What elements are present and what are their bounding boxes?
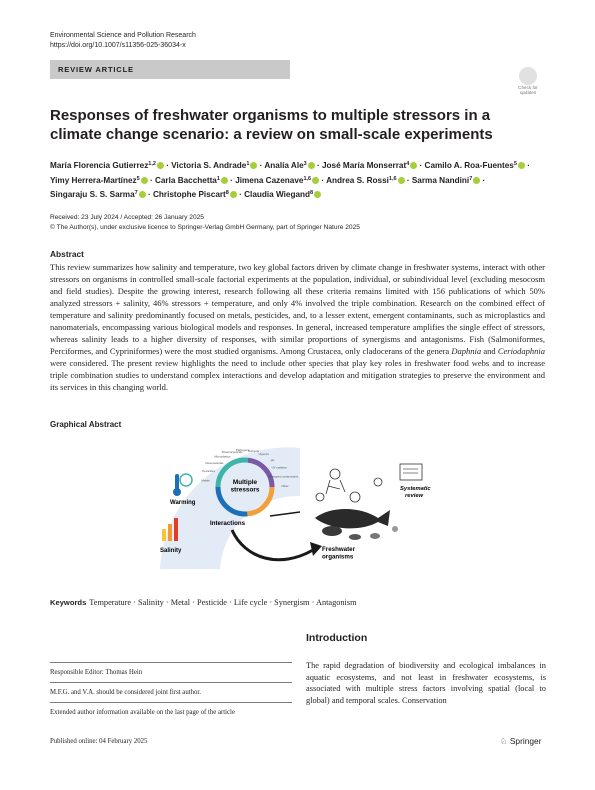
author-name[interactable]: Yimy Herrera-Martínez$^5$ — [50, 176, 148, 185]
introduction-heading: Introduction — [306, 632, 368, 644]
copyright: © The Author(s), under exclusive licence to Springer-Verlag GmbH Germany, part of Springer Nature 2025 — [50, 224, 360, 231]
author-affiliation: 8 — [310, 190, 314, 197]
author-name[interactable]: Sarma Nandini$^7$ — [412, 176, 480, 185]
footnotes — [50, 662, 292, 722]
orcid-icon[interactable] — [314, 191, 321, 198]
author-name[interactable]: Victoria S. Andrade$^1$ — [171, 161, 257, 170]
ga-stressor-label: Nutrients — [247, 448, 260, 453]
check-for-updates-badge[interactable] — [510, 67, 546, 103]
author-affiliation: 8 — [225, 190, 229, 197]
keywords — [50, 598, 357, 607]
ga-stressor-label: pH — [270, 457, 275, 462]
keywords-list: Temperature · Salinity · Metal · Pesticide · Life cycle · Synergism · Antagonism — [89, 598, 357, 607]
author-name[interactable]: Jimena Cazenave$^{1,6}$ — [235, 176, 319, 185]
ga-systematic-label: Systematic review — [400, 486, 431, 499]
published-date: Published online: 04 February 2025 — [50, 738, 148, 745]
journal-name: Environmental Science and Pollution Research — [50, 32, 196, 39]
author-affiliation: 7 — [134, 190, 138, 197]
author-list: María Florencia Gutierrez$^{1,2}$ · Victoria S. Andrade$^1$ · Analía Ale$^3$ · José María Monserrat$^4$ · Camilo A. Roa-Fuentes$^5$ · Yimy Herrera-Martínez$^5$ · Carla Bacchetta$^1$ · Jimena Cazenave$^{1,6}$ · Andrea S. Rossi$^{1,6}$ · Sarma Nandini$^7$ · Singaraju S. S. Sarma$^7$ · Christophe Piscart$^8$ · Claudia Wiegand$^8$ — [50, 161, 530, 200]
researcher-icon — [326, 469, 345, 494]
author-affiliation: 5 — [136, 175, 140, 182]
introduction-text: The rapid degradation of biodiversity and ecological imbalances in aquatic ecosystems, and not least in freshwater ecosystems, is associated with multiple stress factors involving spatial (local to global) and temporal scales. Conservation — [306, 661, 546, 705]
check-updates-line2: updates — [519, 90, 537, 95]
author-name[interactable]: Camilo A. Roa-Fuentes$^5$ — [425, 161, 525, 170]
check-updates-line1: Check for — [518, 85, 538, 90]
salinity-icon — [162, 518, 178, 541]
author-affiliation: 7 — [469, 175, 473, 182]
ga-freshwater-label: Freshwater organisms — [322, 546, 356, 561]
author-affiliation: 5 — [513, 161, 517, 167]
ga-stressor-label: Nanomaterials — [205, 460, 224, 465]
article-type-band — [50, 60, 290, 79]
orcid-icon[interactable] — [250, 162, 257, 169]
ga-stressor-label: Other — [281, 484, 289, 488]
orcid-icon[interactable] — [410, 162, 417, 169]
abstract-body: This review summarizes how salinity and temperature, two key global factors driven by climate change in freshwater systems, interact with other stressors on organisms in controlled small-scale factorial experiments at the population, individual, or subindividual level (excluding mesocosm and field studies). Despite the growing interest, research following all these criteria remains limited with 156 publications of which 50% analyzed stressors + salinity, 46% stressors + temperature, and only 4% involved the triple combination. Research on the combined effect of temperature and salinity predominantly focused on metals, pesticides, and, to a lesser extent, emergent contaminants, such as microplastics and nanomaterials, encompassing various biological models and responses. In general, increased temperature amplifies the single effect of stressors, whereas salinity leads to a higher diversity of responses, with similar proportions of synergisms and antagonisms. Fish (Salmoniformes, Perciformes, and Cypriniformes) were the most studied organisms. Among Crustacea, only cladocerans of the genera Daphnia and Ceriodaphnia were considered. The present review highlights the need to include other species that play key roles in freshwater food webs and to increase triple combination studies to understand complex interactions and develop adaptation and mitigation strategies to preserve the environment and its services in this changing world. — [50, 262, 546, 392]
fish-silhouette — [315, 509, 390, 540]
ga-salinity-label: Salinity — [160, 548, 182, 554]
ga-stressor-label: Pharmaceuticals — [221, 449, 243, 454]
abstract-text-end: were considered. The present review highlights the need to include other species that play key roles in freshwater food webs and to increase triple combination studies to understand complex interactions and develop adaptation and mitigation strategies to preserve the environment and its services in this changing world. — [50, 357, 545, 392]
ga-warming-label: Warming — [170, 500, 196, 506]
author-affiliation: 1,2 — [148, 161, 156, 167]
keywords-label: Keywords — [50, 598, 87, 607]
abstract-text: This review summarizes how salinity and temperature, two key global factors driven by climate change in freshwater systems, interact with other stressors on organisms in controlled small-scale factorial experiments at the population, individual, or subindividual level (excluding mesocosm and field studies). Despite the growing interest, research following all these criteria remains limited with 156 publications of which 50% analyzed stressors + salinity, 46% stressors + temperature, and only 4% involved the triple combination. Research on the combined effect of temperature and salinity predominantly focused on metals, pesticides, and, to a lesser extent, emergent contaminants, such as microplastics and nanomaterials, encompassing various biological models and responses. In general, increased temperature amplifies the single effect of stressors, whereas salinity leads to a higher diversity of responses, with similar proportions of synergisms and antagonisms. Fish (Salmoniformes, Perciformes, and Cypriniformes) were the most studied organisms. Among Crustacea, only cladocerans of the genera — [50, 262, 545, 356]
ga-link-arrow — [270, 512, 300, 516]
ga-stressor-label: Pathogens — [236, 448, 250, 453]
publisher-mark[interactable] — [500, 736, 542, 746]
author-name[interactable]: José María Monserrat$^4$ — [322, 161, 417, 170]
author-name[interactable]: Claudia Wiegand$^8$ — [244, 190, 321, 199]
orcid-icon[interactable] — [221, 177, 228, 184]
author-name[interactable]: María Florencia Gutierrez$^{1,2}$ — [50, 161, 164, 170]
note-editor: Responsible Editor: Thomas Hein — [50, 662, 292, 682]
ga-center-label: Multiple stressors — [230, 479, 260, 494]
article-type: REVIEW ARTICLE — [58, 65, 134, 74]
author-name[interactable]: Christophe Piscart$^8$ — [153, 190, 237, 199]
graphical-abstract-heading: Graphical Abstract — [50, 420, 122, 429]
author-affiliation: 4 — [406, 161, 410, 167]
orcid-icon[interactable] — [398, 177, 405, 184]
journal-header — [50, 31, 196, 51]
ga-stressor-label: Microplastics — [214, 454, 231, 459]
genus-ceriodaphnia: Ceriodaphnia — [497, 345, 546, 356]
orcid-icon[interactable] — [312, 177, 319, 184]
publisher-name: Springer — [509, 736, 542, 746]
received-accepted: Received: 23 July 2024 / Accepted: 26 January 2025 — [50, 214, 204, 221]
orcid-icon[interactable] — [473, 177, 480, 184]
author-name[interactable]: Carla Bacchetta$^1$ — [155, 176, 228, 185]
author-affiliation: 1,6 — [303, 175, 312, 182]
orcid-icon[interactable] — [308, 162, 315, 169]
ga-main-arrow — [232, 530, 313, 560]
author-affiliation: 3 — [303, 161, 307, 167]
ga-stressor-label: Hypoxia — [258, 452, 269, 457]
systematic-review-icon — [400, 464, 422, 480]
ga-stressor-label: Pesticides — [202, 469, 215, 473]
ga-stressor-label: UV radiation — [271, 465, 288, 470]
orcid-icon[interactable] — [141, 177, 148, 184]
journal-doi[interactable]: https://doi.org/10.1007/s11356-025-36034-x — [50, 42, 186, 49]
springer-horse-icon: ♘ — [500, 736, 508, 746]
check-updates-icon — [519, 67, 537, 85]
article-title: Responses of freshwater organisms to multiple stressors in a climate change scenario: a review on small-scale experiments — [50, 107, 493, 143]
author-affiliation: 1 — [246, 161, 250, 167]
orcid-icon[interactable] — [230, 191, 237, 198]
genus-daphnia: Daphnia — [451, 345, 482, 356]
article-dates — [50, 213, 360, 233]
note-joint-author: M.F.G. and V.A. should be considered joint first author. — [50, 682, 292, 702]
graphical-abstract-figure — [150, 434, 450, 584]
author-name[interactable]: Singaraju S. S. Sarma$^7$ — [50, 190, 146, 199]
author-affiliation: 1 — [216, 175, 220, 182]
orcid-icon[interactable] — [518, 162, 525, 169]
ga-interactions-label: Interactions — [210, 520, 246, 527]
orcid-icon[interactable] — [157, 162, 164, 169]
ga-stressor-label: Metals — [201, 478, 210, 483]
author-affiliation: 1,6 — [388, 175, 397, 182]
author-name[interactable]: Andrea S. Rossi$^{1,6}$ — [326, 176, 404, 185]
warming-icon — [173, 474, 192, 496]
note-extended-info: Extended author information available on the last page of the article — [50, 702, 292, 722]
ga-stressor-label: Emergent contaminants — [268, 474, 299, 479]
abstract-heading: Abstract — [50, 249, 84, 259]
ga-arrowhead — [310, 542, 322, 556]
author-name[interactable]: Analía Ale$^3$ — [264, 161, 314, 170]
orcid-icon[interactable] — [139, 191, 146, 198]
